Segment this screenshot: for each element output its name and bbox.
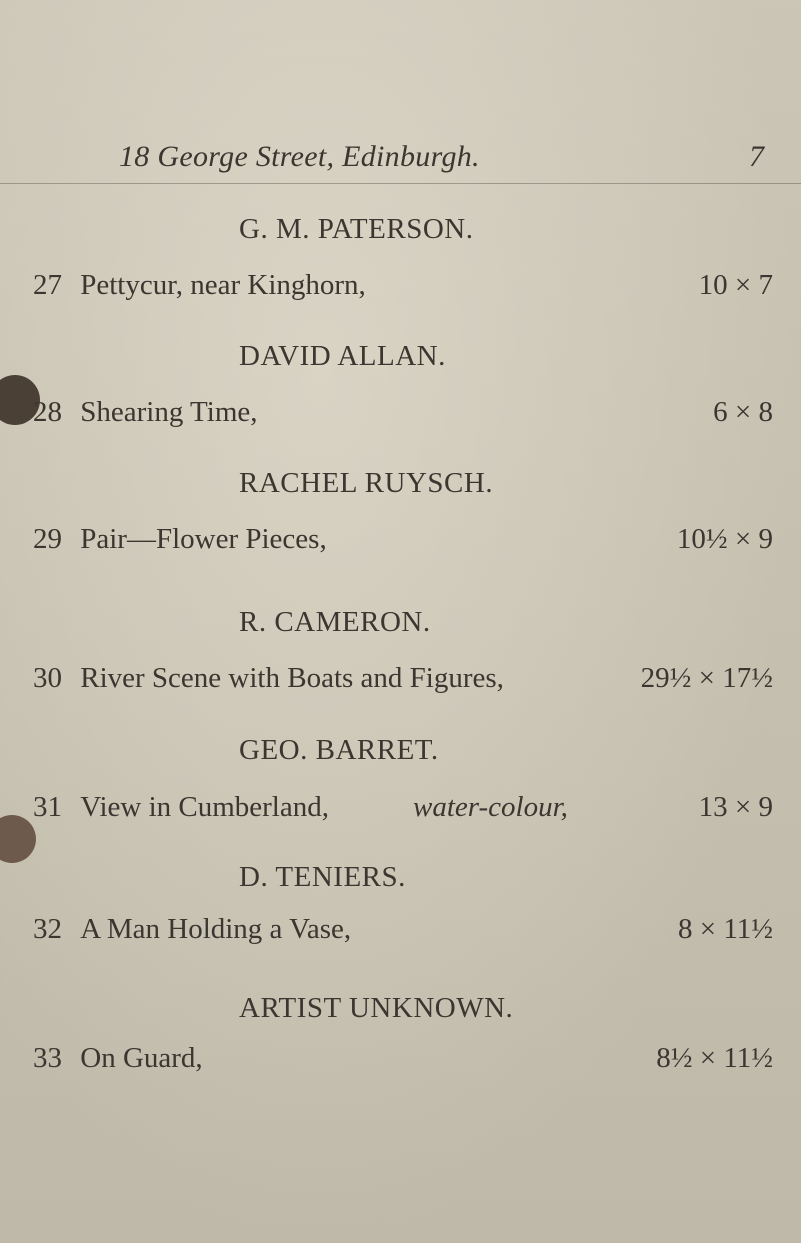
catalogue-entry [33,269,773,302]
catalogue-entry [33,913,773,946]
artist-name: R. CAMERON. [239,606,431,638]
work-title: Pair—Flower Pieces, [80,523,327,555]
work-title: On Guard, [80,1042,203,1074]
work-size: 29½ × 17½ [640,662,773,694]
lot-number: 32 [33,913,62,945]
work-medium: water-colour, [413,791,568,823]
work-size: 8½ × 11½ [656,1042,773,1074]
lot-number: 27 [33,269,62,301]
lot-number: 28 [33,396,62,428]
work-size: 10 × 7 [698,269,773,301]
running-head-text: 18 George Street, Edinburgh. [119,140,480,173]
work-title: Pettycur, near Kinghorn, [80,269,366,301]
work-title: View in Cumberland, [80,791,329,823]
lot-number: 30 [33,662,62,694]
work-title: River Scene with Boats and Figures, [80,662,504,694]
catalogue-entry [33,662,773,695]
artist-name: RACHEL RUYSCH. [239,467,494,499]
lot-number: 33 [33,1042,62,1074]
work-size: 6 × 8 [713,396,773,428]
running-head [119,140,799,174]
catalogue-entry [33,791,773,824]
binding-hole [0,815,36,863]
artist-name: GEO. BARRET. [239,734,439,766]
work-size: 8 × 11½ [677,913,773,945]
artist-name: ARTIST UNKNOWN. [239,992,514,1024]
catalogue-entry [33,1042,773,1075]
lot-number: 29 [33,523,62,555]
catalogue-entry [33,523,773,556]
work-title: Shearing Time, [80,396,258,428]
lot-number: 31 [33,791,62,823]
artist-name: G. M. PATERSON. [239,213,474,245]
artist-name: DAVID ALLAN. [239,340,446,372]
artist-name: D. TENIERS. [239,861,406,893]
work-size: 10½ × 9 [676,523,773,555]
page-number: 7 [749,140,765,173]
work-title: A Man Holding a Vase, [80,913,352,945]
header-rule [0,183,801,184]
catalogue-entry [33,396,773,429]
work-size: 13 × 9 [698,791,773,823]
